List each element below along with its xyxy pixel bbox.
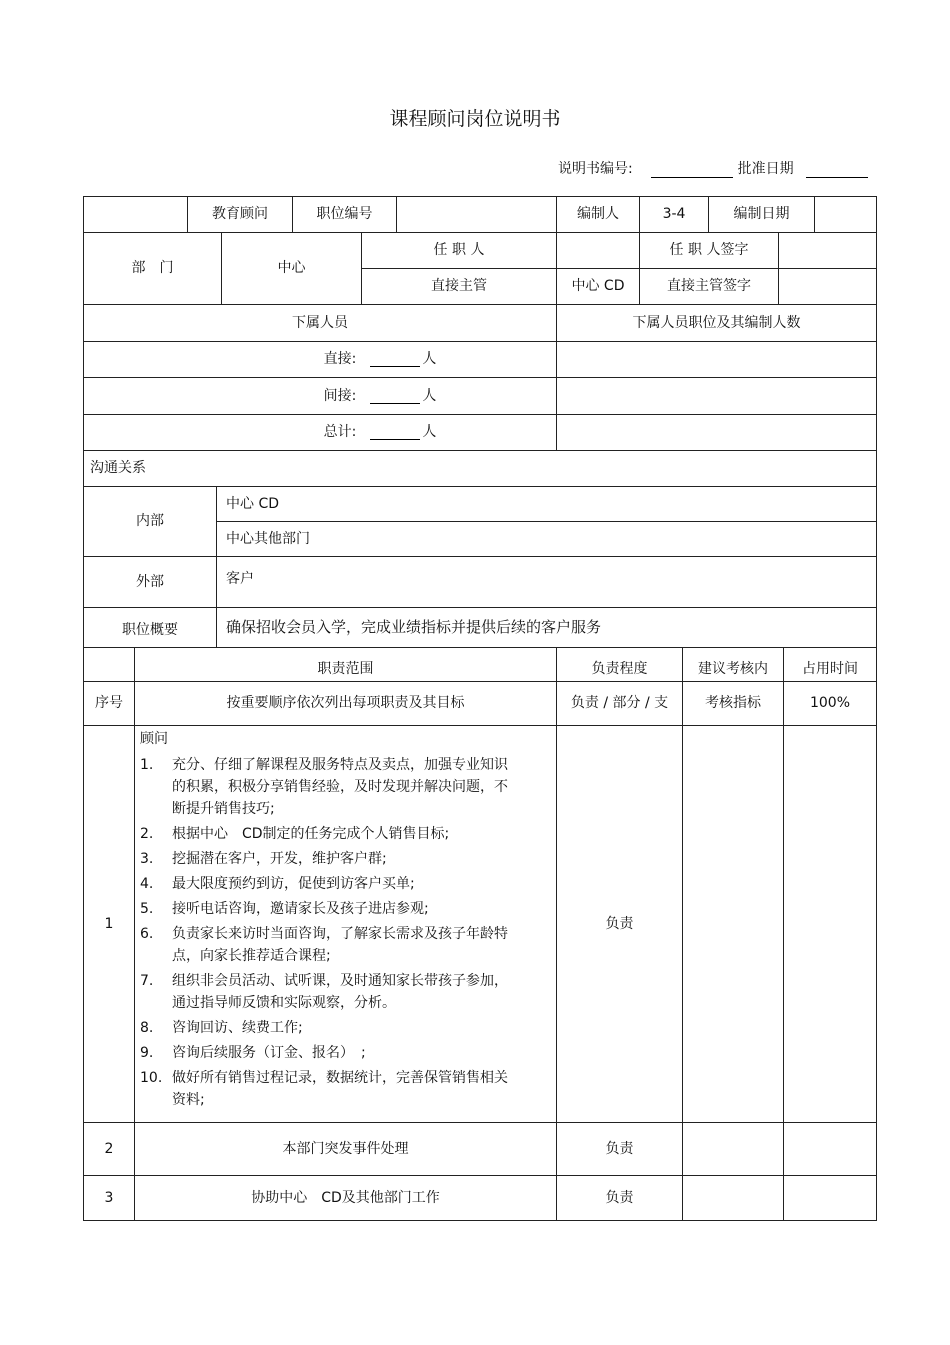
external-value: 客户 bbox=[216, 556, 877, 608]
direct-unit: 人 bbox=[422, 351, 437, 368]
list-item: 10. 做好所有销售过程记录，数据统计，完善保管销售相关资料; bbox=[140, 1070, 508, 1108]
incumbent-field[interactable] bbox=[556, 232, 640, 269]
resp-level-label: 负责程度 bbox=[556, 647, 683, 682]
duty-1-list bbox=[140, 728, 520, 1114]
position-code-field[interactable] bbox=[396, 196, 557, 233]
doc-no-field[interactable] bbox=[651, 161, 733, 178]
subordinate-positions-label: 下属人员职位及其编制人数 bbox=[556, 304, 877, 342]
indirect-positions-field[interactable] bbox=[556, 377, 877, 415]
duty-2-kpi[interactable] bbox=[682, 1122, 784, 1176]
duty-1-resp: 负责 bbox=[556, 725, 683, 1123]
duty-2-time[interactable] bbox=[783, 1122, 877, 1176]
external-label: 外部 bbox=[83, 556, 217, 608]
list-item: 6. 负责家长来访时当面咨询，了解家长需求及孩子年龄特点，向家长推荐适合课程; bbox=[140, 926, 508, 964]
duty-2-desc: 本部门突发事件处理 bbox=[134, 1122, 557, 1176]
internal-label: 内部 bbox=[83, 486, 217, 557]
summary-label: 职位概要 bbox=[83, 607, 217, 648]
total-count-field[interactable] bbox=[370, 425, 420, 440]
internal-item-2: 中心其他部门 bbox=[216, 521, 877, 557]
list-item: 4. 最大限度预约到访，促使到访客户买单; bbox=[140, 876, 415, 892]
incumbent-sign-label: 任 职 人签字 bbox=[639, 232, 779, 269]
summary-text: 确保招收会员入学，完成业绩指标并提供后续的客户服务 bbox=[216, 607, 877, 648]
list-item: 7. 组织非会员活动、试听课，及时通知家长带孩子参加，通过指导师反馈和实际观察，分析。 bbox=[140, 973, 508, 1011]
indirect-unit: 人 bbox=[422, 387, 437, 404]
approve-date-field[interactable] bbox=[806, 161, 868, 178]
duty-1-no: 1 bbox=[83, 725, 135, 1123]
duty-3-no: 3 bbox=[83, 1175, 135, 1221]
total-positions-field[interactable] bbox=[556, 414, 877, 451]
list-item: 3. 挖掘潜在客户，开发，维护客户群; bbox=[140, 851, 387, 867]
duty-2-no: 2 bbox=[83, 1122, 135, 1176]
scope-label: 职责范围 bbox=[134, 647, 557, 682]
prepared-by-label: 编制人 bbox=[556, 196, 640, 233]
prepared-date-field[interactable] bbox=[814, 196, 877, 233]
prepared-by-value: 3-4 bbox=[639, 196, 709, 233]
subordinates-label: 下属人员 bbox=[83, 304, 557, 342]
indirect-label: 间接: bbox=[323, 387, 357, 404]
order-label: 按重要顺序依次列出每项职责及其目标 bbox=[134, 681, 557, 726]
supervisor-sign-label: 直接主管签字 bbox=[639, 268, 779, 305]
list-item: 1. 充分、仔细了解课程及服务特点及卖点，加强专业知识的积累，积极分享销售经验，及时发现并解决问题，不断提升销售技巧; bbox=[140, 757, 508, 817]
communication-label: 沟通关系 bbox=[83, 450, 877, 487]
internal-item-1: 中心 CD bbox=[216, 486, 877, 522]
supervisor-sign-field[interactable] bbox=[778, 268, 877, 305]
total-row bbox=[83, 414, 557, 451]
list-item: 5. 接听电话咨询，邀请家长及孩子进店参观; bbox=[140, 901, 429, 917]
incumbent-label: 任 职 人 bbox=[361, 232, 557, 269]
dept-value: 中心 bbox=[221, 232, 362, 305]
duty-2-resp: 负责 bbox=[556, 1122, 683, 1176]
time-label: 占用时间 bbox=[783, 647, 877, 682]
indirect-row bbox=[83, 377, 557, 415]
document-title: 课程顾问岗位说明书 bbox=[389, 108, 561, 130]
kpi-sub: 考核指标 bbox=[682, 681, 784, 726]
direct-label: 直接: bbox=[323, 351, 357, 368]
duty-1-kpi[interactable] bbox=[682, 725, 784, 1123]
prepared-date-label: 编制日期 bbox=[708, 196, 815, 233]
direct-positions-field[interactable] bbox=[556, 341, 877, 378]
kpi-label: 建议考核内 bbox=[682, 647, 784, 682]
duty-3-desc: 协助中心 CD及其他部门工作 bbox=[134, 1175, 557, 1221]
indirect-count-field[interactable] bbox=[370, 389, 420, 404]
supervisor-value: 中心 CD bbox=[556, 268, 640, 305]
total-unit: 人 bbox=[422, 424, 437, 441]
doc-no-label: 说明书编号: bbox=[558, 161, 633, 177]
incumbent-sign-field[interactable] bbox=[778, 232, 877, 269]
list-item: 9. 咨询后续服务（订金、报名） ; bbox=[140, 1045, 366, 1061]
duty-3-kpi[interactable] bbox=[682, 1175, 784, 1221]
seq-label: 序号 bbox=[83, 681, 135, 726]
direct-row bbox=[83, 341, 557, 378]
resp-options: 负责 / 部分 / 支 bbox=[556, 681, 683, 726]
position-name: 教育顾问 bbox=[187, 196, 293, 233]
approve-date-label: 批准日期 bbox=[737, 161, 794, 177]
duty-3-resp: 负责 bbox=[556, 1175, 683, 1221]
duty-1-heading: 顾问 bbox=[140, 731, 168, 747]
duty-3-time[interactable] bbox=[783, 1175, 877, 1221]
duty-1-time[interactable] bbox=[783, 725, 877, 1123]
time-total: 100% bbox=[783, 681, 877, 726]
doc-meta bbox=[558, 158, 868, 178]
direct-count-field[interactable] bbox=[370, 352, 420, 367]
duty-header-blank bbox=[83, 647, 135, 682]
list-item: 8. 咨询回访、续费工作; bbox=[140, 1020, 303, 1036]
blank-cell bbox=[83, 196, 188, 233]
position-code-label: 职位编号 bbox=[292, 196, 397, 233]
total-label: 总计: bbox=[323, 424, 357, 441]
supervisor-label: 直接主管 bbox=[361, 268, 557, 305]
list-item: 2. 根据中心 CD制定的任务完成个人销售目标; bbox=[140, 826, 450, 842]
dept-label: 部 门 bbox=[83, 232, 222, 305]
